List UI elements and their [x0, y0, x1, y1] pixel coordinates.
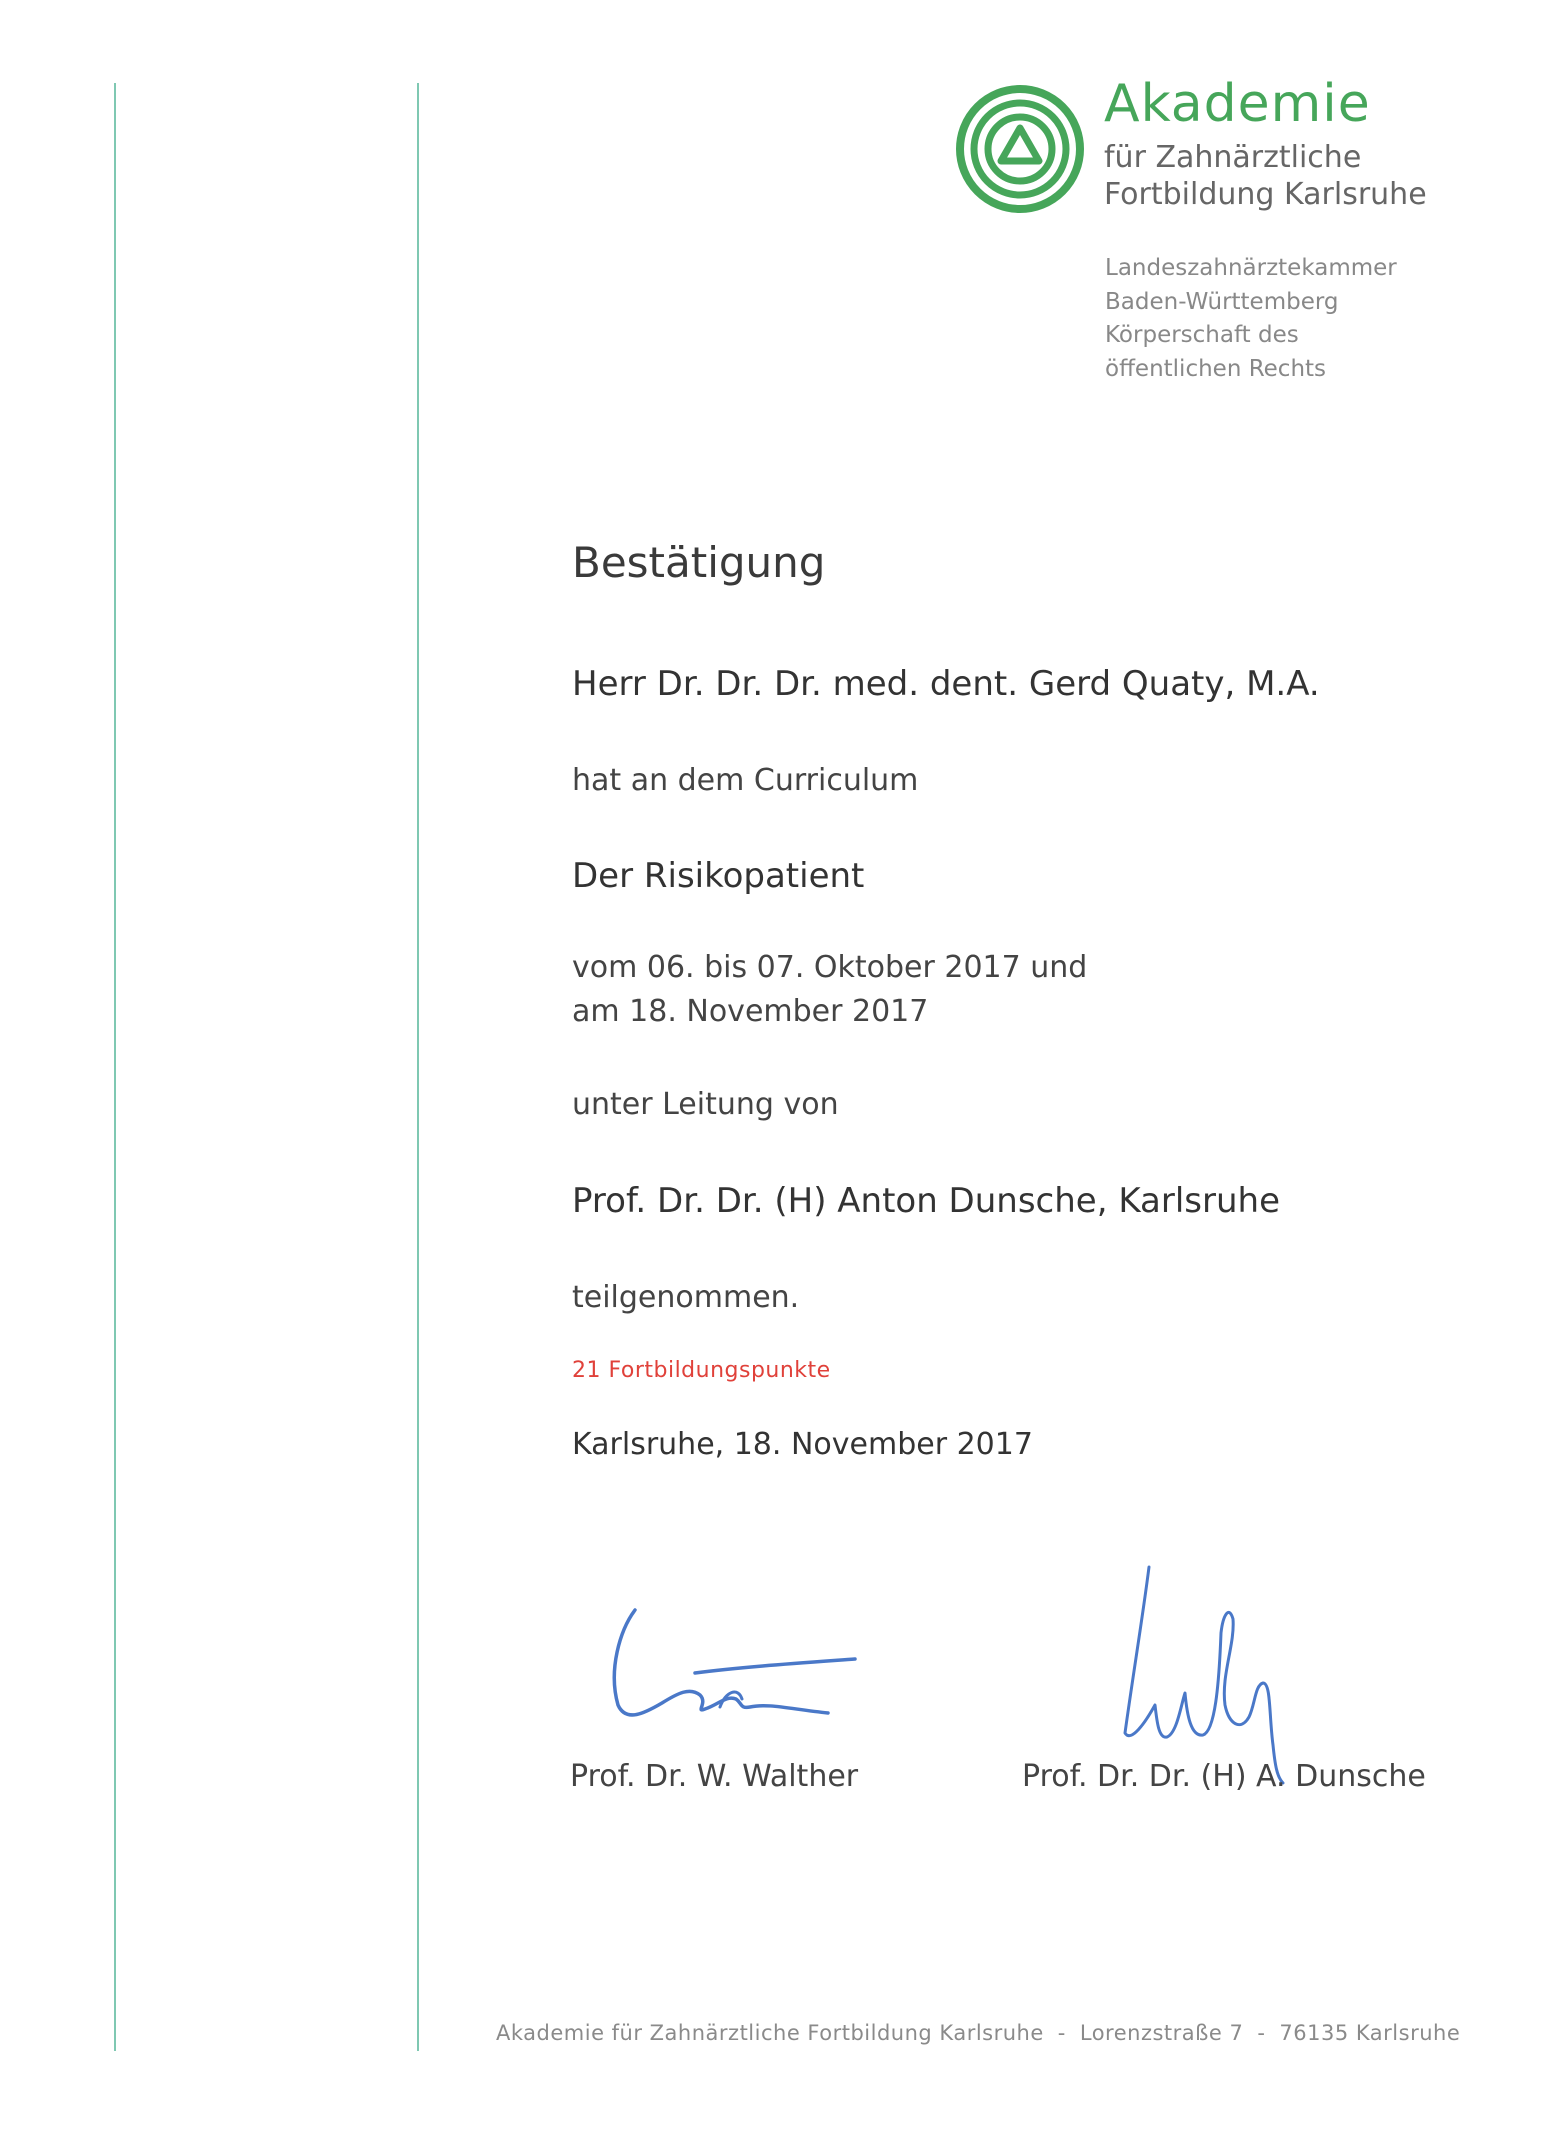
dates-line1: vom 06. bis 07. Oktober 2017 und	[572, 950, 1088, 985]
footer-separator-1: -	[1057, 2021, 1066, 2045]
chamber-line3: Körperschaft des	[1105, 322, 1299, 348]
signatory-right-name: Prof. Dr. Dr. (H) A. Dunsche	[1022, 1759, 1426, 1794]
course-title: Der Risikopatient	[572, 856, 865, 896]
footer-org: Akademie für Zahnärztliche Fortbildung Karlsruhe	[496, 2021, 1044, 2045]
concentric-triangle-logo-icon	[955, 84, 1085, 214]
document-heading: Bestätigung	[572, 538, 826, 587]
chamber-line1: Landeszahnärztekammer	[1105, 255, 1397, 281]
recipient-name: Herr Dr. Dr. Dr. med. dent. Gerd Quaty, M.A.	[572, 664, 1320, 704]
participated-text: teilgenommen.	[572, 1280, 800, 1315]
signature-walther	[600, 1595, 870, 1735]
dates-line2: am 18. November 2017	[572, 994, 929, 1029]
logo-title: Akademie	[1104, 74, 1371, 134]
place-and-date: Karlsruhe, 18. November 2017	[572, 1427, 1033, 1462]
footer-separator-2: -	[1257, 2021, 1266, 2045]
chamber-address-block	[1105, 252, 1397, 386]
logo-subtitle-line2: Fortbildung Karlsruhe	[1104, 177, 1427, 212]
logo-subtitle-line1: für Zahnärztliche	[1104, 140, 1362, 175]
footer-address	[496, 2021, 1460, 2045]
footer-street: Lorenzstraße 7	[1079, 2021, 1244, 2045]
leadership-intro: unter Leitung von	[572, 1087, 839, 1122]
chamber-line4: öffentlichen Rechts	[1105, 355, 1327, 382]
intro-text: hat an dem Curriculum	[572, 763, 919, 798]
margin-line-left	[114, 83, 116, 2051]
chamber-line2: Baden-Württemberg	[1105, 288, 1339, 315]
course-leader: Prof. Dr. Dr. (H) Anton Dunsche, Karlsruhe	[572, 1181, 1280, 1221]
signatory-left-name: Prof. Dr. W. Walther	[570, 1759, 859, 1794]
signature-dunsche	[1115, 1555, 1325, 1785]
continuing-education-points: 21 Fortbildungspunkte	[572, 1358, 831, 1383]
margin-line-right	[417, 83, 419, 2051]
footer-city: 76135 Karlsruhe	[1279, 2021, 1461, 2045]
